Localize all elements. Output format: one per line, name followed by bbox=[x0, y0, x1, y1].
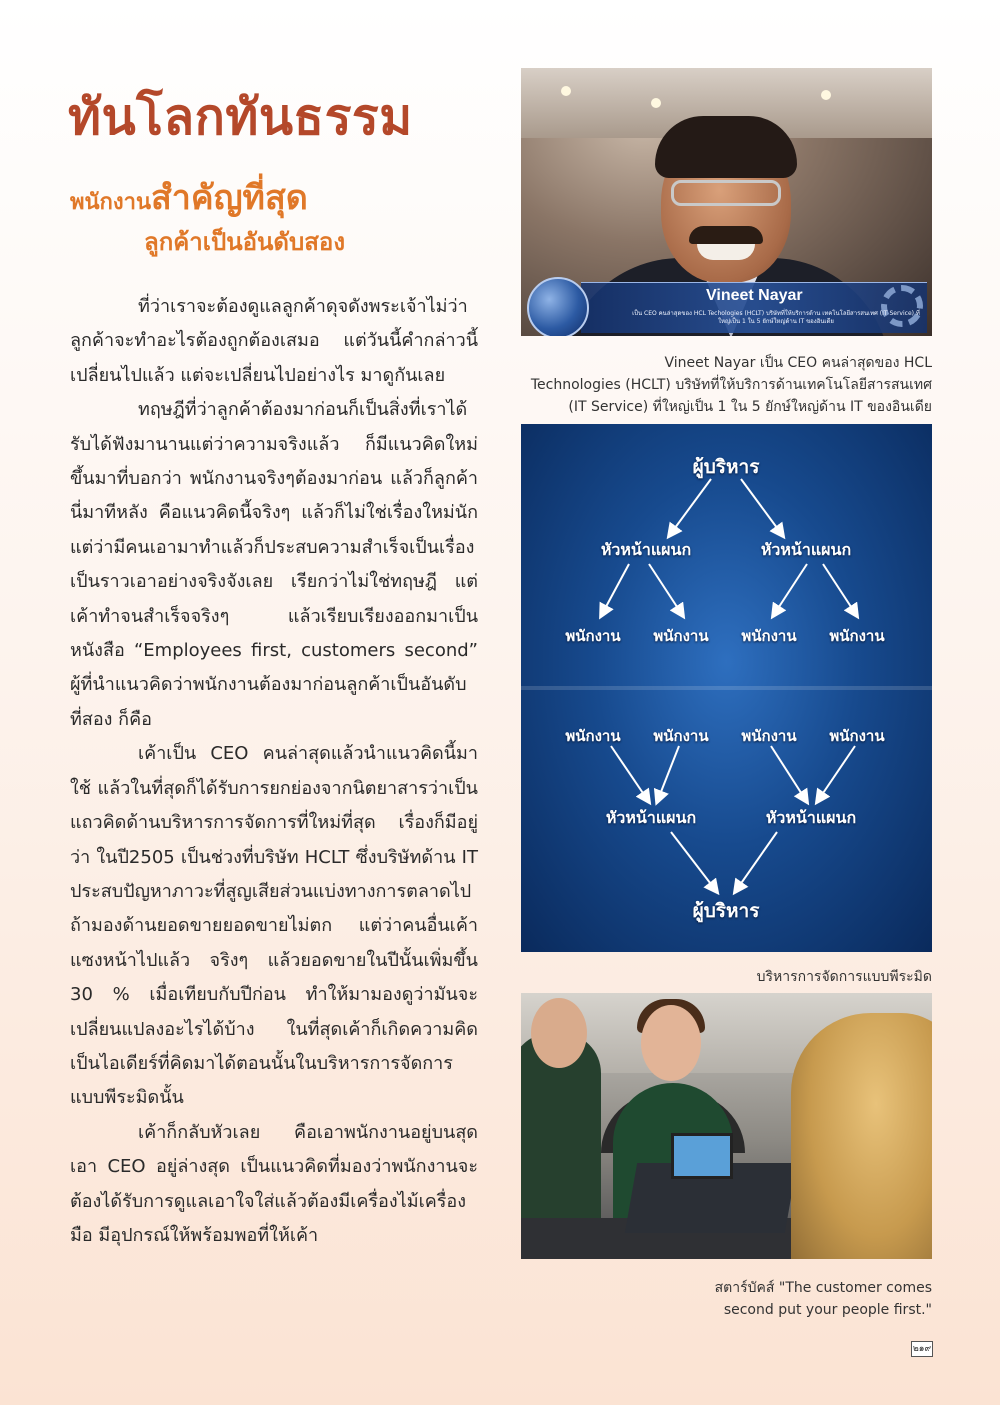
paragraph-3: เค้าเป็น CEO คนล่าสุดแล้วนำแนวคิดนี้มาใช้ แล้วในที่สุดก็ได้รับการยกย่องจากนิตยาสารว่าเป็นแถวคิดด้านบริหารการจัดการที่ใหม่ที่สุด เรื่องก็มีอยู่ว่า ในปี2505 เป็นช่วงที่บริษัท HCLT ซึ่งบริษัทด้าน IT ประสบปัญหาภาวะที่สูญเสียส่วนแบ่งทางการตลาดไป ถ้ามองด้านยอดขายยอดขายไม่ตก แต่ว่าคนอื่นเค้าแซงหน้าไปแล้ว จริงๆ แล้วยอดขายในปีนั้นเพิ่มขึ้น 30 % เมื่อเทียบกับปีก่อน ทำให้มามองดูว่ามันจะเปลี่ยนแปลงอะไรได้บ้าง ในที่สุดเค้าก็เกิดความคิด เป็นไอเดียร์ที่คิดมาได้ตอนนั้นในบริหารการจัดการแบบพีระมิดนั้น bbox=[70, 743, 478, 1109]
pyramid-caption: บริหารการจัดการแบบพีระมิด bbox=[756, 969, 932, 985]
subtitle-large: สำคัญที่สุด bbox=[151, 178, 308, 218]
caption-line: (IT Service) ที่ใหญ่เป็น 1 ใน 5 ยักษ์ใหญ่ด้าน IT ของอินเดีย bbox=[568, 399, 932, 415]
banner-name: Vineet Nayar bbox=[706, 287, 803, 304]
article-body bbox=[70, 290, 478, 1253]
arrow bbox=[823, 564, 857, 616]
ceo-caption bbox=[510, 352, 932, 418]
starbucks-photo bbox=[521, 993, 932, 1259]
arrow bbox=[611, 746, 649, 802]
pyramid-top-employee: พนักงาน bbox=[565, 627, 621, 645]
pyramid-top-employee: พนักงาน bbox=[653, 627, 709, 645]
arrow bbox=[649, 564, 683, 616]
glasses bbox=[671, 180, 781, 206]
inverted-employee: พนักงาน bbox=[565, 727, 621, 745]
ceo-photo bbox=[521, 68, 932, 336]
inverted-employee: พนักงาน bbox=[653, 727, 709, 745]
inverted-employee: พนักงาน bbox=[741, 727, 797, 745]
ceiling-light bbox=[821, 90, 831, 100]
arrow bbox=[817, 746, 855, 802]
paragraph-1: ที่ว่าเราจะต้องดูแลลูกค้าดุจดังพระเจ้าไม่ว่าลูกค้าจะทำอะไรต้องถูกต้องเสมอ แต่วันนี้คำกล่าวนี้เปลี่ยนไปแล้ว แต่จะเปลี่ยนไปอย่างไร มาดูกันเลย bbox=[70, 296, 478, 386]
arrow bbox=[669, 479, 711, 536]
arrow bbox=[735, 832, 777, 892]
diagram-divider bbox=[521, 686, 932, 690]
moustache bbox=[689, 226, 763, 244]
arrow bbox=[773, 564, 807, 616]
globe-icon bbox=[527, 277, 589, 336]
smile bbox=[697, 244, 755, 260]
subtitle-line-1 bbox=[70, 170, 308, 224]
caption-line: สตาร์บัคส์ "The customer comes bbox=[714, 1280, 932, 1296]
banner-description: เป็น CEO คนล่าสุดของ HCL Techologies (HCLT) บริษัทที่ให้บริการด้าน เทคโนโลยีสารสนเทศ (IT Service) ที่ใหญ่เป็น 1 ใน 5 ยักษ์ใหญ่ด้าน IT ของอินเดีย bbox=[632, 310, 920, 325]
arrow bbox=[657, 746, 679, 802]
arrow bbox=[601, 564, 629, 616]
ceiling-light bbox=[561, 86, 571, 96]
arrow bbox=[741, 479, 783, 536]
customer-blonde bbox=[791, 1013, 932, 1259]
hair bbox=[655, 116, 797, 178]
paragraph-2: ทฤษฎีที่ว่าลูกค้าต้องมาก่อนก็เป็นสิ่งที่เราได้รับได้ฟังมานานแต่ว่าความจริงแล้ว ก็มีแนวคิดใหม่ขึ้นมาที่บอกว่า พนักงานจริงๆต้องมาก่อน แล้วก็ลูกค้านี่มาทีหลัง คือแนวคิดนี้จริงๆ แล้วก็ไม่ใช่เรื่องใหม่นัก แต่ว่ามีคนเอามาทำแล้วก็ประสบความสำเร็จเป็นเรื่องเป็นราวเอาอย่างจริงจังเลย เรียกว่าไม่ใช่ทฤษฎี แต่เค้าทำจนสำเร็จจริงๆ แล้วเรียบเรียงออกมาเป็นหนังสือ “Employees first, customers second” ผู้ที่นำแนวคิดว่าพนักงานต้องมาก่อนลูกค้าเป็นอันดับที่สอง ก็คือ bbox=[70, 399, 478, 730]
arrow bbox=[671, 832, 717, 892]
subtitle-small: พนักงาน bbox=[70, 190, 151, 215]
arrow bbox=[771, 746, 807, 802]
page-number: ๒๑๙ bbox=[911, 1341, 933, 1357]
caption-line: second put your people first." bbox=[723, 1302, 932, 1318]
pyramid-diagram bbox=[521, 424, 932, 952]
barista-left-head bbox=[531, 998, 587, 1068]
register-screen bbox=[671, 1133, 733, 1179]
starbucks-caption bbox=[580, 1277, 932, 1321]
pyramid-top-executive: ผู้บริหาร bbox=[692, 456, 760, 478]
inverted-executive: ผู้บริหาร bbox=[692, 900, 760, 922]
ceiling-light bbox=[651, 98, 661, 108]
caption-line: Vineet Nayar เป็น CEO คนล่าสุดของ HCL bbox=[664, 355, 932, 371]
pyramid-top-manager: หัวหน้าแผนก bbox=[760, 540, 852, 559]
name-banner bbox=[581, 282, 927, 333]
subtitle-line-2: ลูกค้าเป็นอันดับสอง bbox=[144, 228, 346, 256]
barista-head bbox=[641, 1005, 701, 1081]
paragraph-4: เค้าก็กลับหัวเลย คือเอาพนักงานอยู่บนสุด เอา CEO อยู่ล่างสุด เป็นแนวคิดที่มองว่าพนักงานจะต้องได้รับการดูแลเอาใจใส่แล้วต้องมีเครื่องไม้เครื่องมือ มีอุปกรณ์ให้พร้อมพอที่ให้เค้า bbox=[70, 1121, 478, 1246]
inverted-manager: หัวหน้าแผนก bbox=[605, 808, 697, 827]
inverted-manager: หัวหน้าแผนก bbox=[765, 808, 857, 827]
caption-line: Technologies (HCLT) บริษัทที่ให้บริการด้านเทคโนโลยีสารสนเทศ bbox=[530, 377, 932, 393]
article-title: ทันโลกทันธรรม bbox=[68, 88, 413, 146]
inverted-employee: พนักงาน bbox=[829, 727, 885, 745]
pyramid-top-manager: หัวหน้าแผนก bbox=[600, 540, 692, 559]
pyramid-top-employee: พนักงาน bbox=[741, 627, 797, 645]
pyramid-top-employee: พนักงาน bbox=[829, 627, 885, 645]
